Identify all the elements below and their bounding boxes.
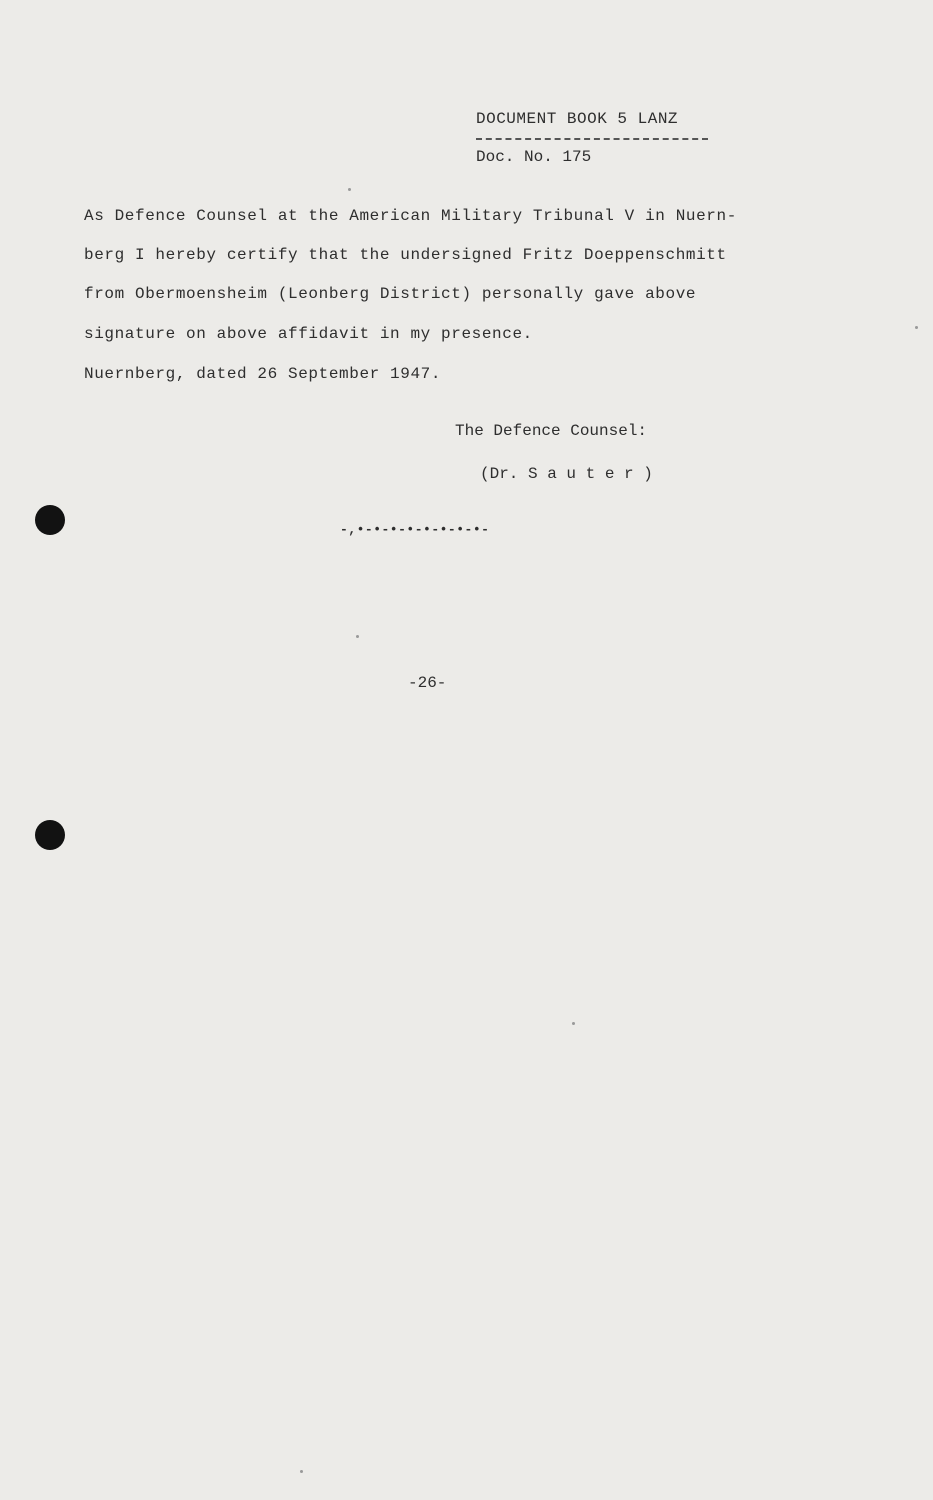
punch-hole [35, 820, 65, 850]
section-divider: -,•-•-•-•-•-•-•-•- [340, 522, 490, 537]
date-line: Nuernberg, dated 26 September 1947. [84, 365, 442, 383]
document-number: Doc. No. 175 [476, 148, 592, 166]
page-number: -26- [408, 674, 447, 692]
body-text-line: signature on above affidavit in my presence. [84, 325, 533, 343]
body-text-line: from Obermoensheim (Leonberg District) personally gave above [84, 285, 697, 303]
paper-speck [572, 1022, 575, 1025]
paper-speck [300, 1470, 303, 1473]
signatory-name: (Dr. S a u t e r ) [480, 465, 653, 483]
paper-speck [915, 326, 918, 329]
punch-hole [35, 505, 65, 535]
body-text-line: As Defence Counsel at the American Military Tribunal V in Nuern- [84, 207, 737, 225]
heading-underline [476, 138, 708, 140]
paper-speck [348, 188, 351, 191]
signatory-title: The Defence Counsel: [455, 422, 648, 440]
body-text-line: berg I hereby certify that the undersigned Fritz Doeppenschmitt [84, 246, 727, 264]
paper-speck [356, 635, 359, 638]
document-book-heading: DOCUMENT BOOK 5 LANZ [476, 110, 679, 128]
